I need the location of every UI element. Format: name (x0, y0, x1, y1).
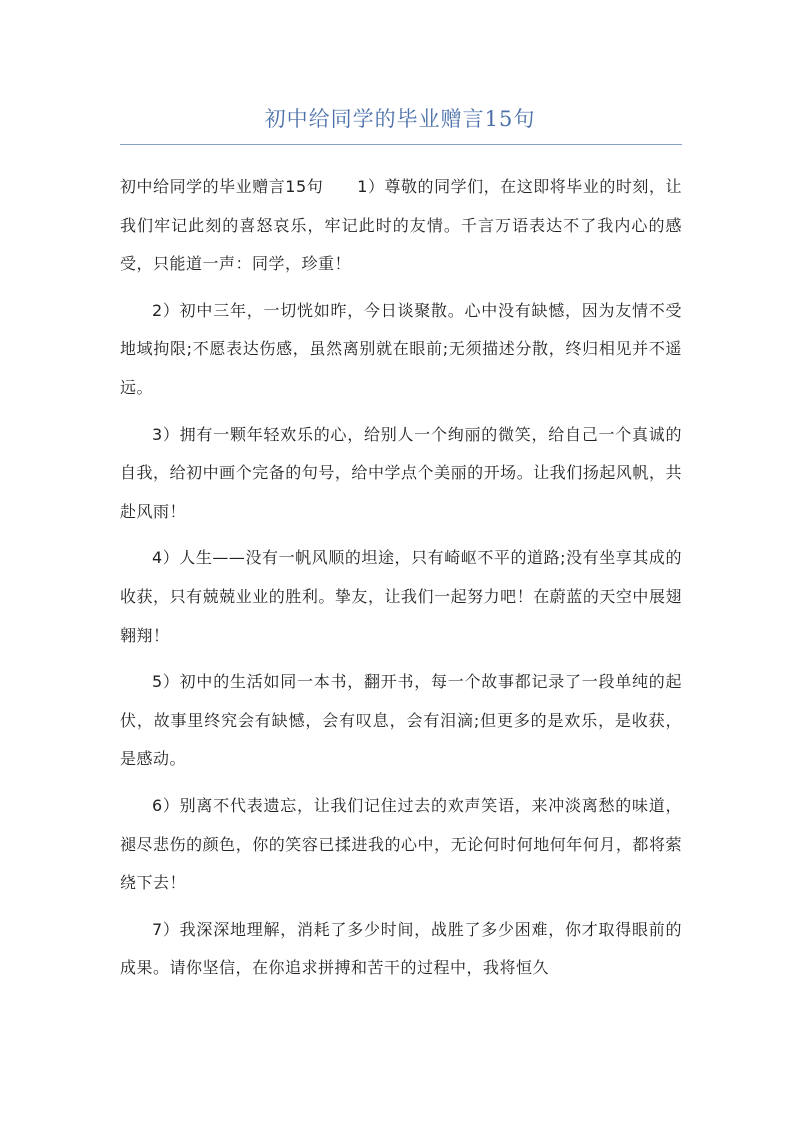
paragraph-3: 3）拥有一颗年轻欢乐的心，给别人一个绚丽的微笑，给自己一个真诚的自我，给初中画个完备的句号，给中学点个美丽的开场。让我们扬起风帆，共赴风雨！ (120, 424, 682, 521)
paragraph-4: 4）人生——没有一帆风顺的坦途，只有崎岖不平的道路;没有坐享其成的收获，只有兢兢业业的胜利。挚友，让我们一起努力吧！在蔚蓝的天空中展翅翱翔！ (120, 548, 682, 645)
document-title: 初中给同学的毕业赠言15句 (264, 107, 536, 131)
paragraph-1 (120, 168, 682, 284)
paragraph-7: 7）我深深地理解，消耗了多少时间，战胜了多少困难，你才取得眼前的成果。请你坚信，在你追求拼搏和苦干的过程中，我将恒久 (120, 919, 682, 978)
intro-heading: 初中给同学的毕业赠言15句 (120, 177, 324, 196)
document-body (120, 168, 682, 996)
paragraph-text: 1）尊敬的同学们，在这即将毕业的时刻，让我们牢记此刻的喜怒哀乐，牢记此时的友情。千言万语表达不了我内心的感受，只能道一声：同学，珍重！ (120, 177, 682, 274)
paragraph-6: 6）别离不代表遗忘，让我们记住过去的欢声笑语，来冲淡离愁的味道，褪尽悲伤的颜色，你的笑容已揉进我的心中，无论何时何地何年何月，都将萦绕下去！ (120, 795, 682, 893)
paragraph-2: 2）初中三年，一切恍如昨，今日谈聚散。心中没有缺憾，因为友情不受地域拘限;不愿表达伤感，虽然离别就在眼前;无须描述分散，终归相见并不遥远。 (120, 300, 682, 397)
paragraph-5: 5）初中的生活如同一本书，翻开书，每一个故事都记录了一段单纯的起伏，故事里终究会有缺憾，会有叹息，会有泪滴;但更多的是欢乐，是收获，是感动。 (120, 672, 682, 769)
title-divider (120, 144, 682, 145)
